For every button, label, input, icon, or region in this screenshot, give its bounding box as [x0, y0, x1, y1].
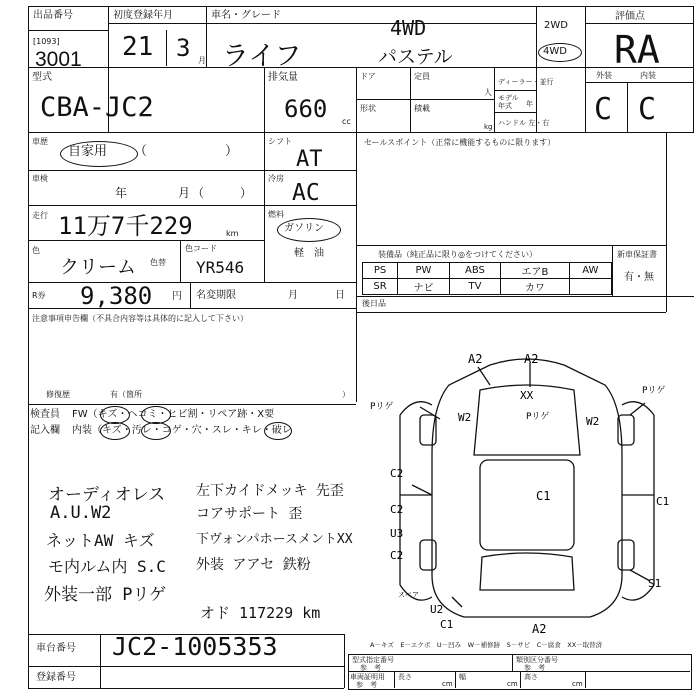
- cm-unit-1: cm: [442, 680, 453, 688]
- height-label: 高さ: [524, 673, 538, 681]
- drive-handwritten: 4WD: [390, 16, 427, 40]
- mark-c1-right: C1: [656, 495, 670, 508]
- note-line-right: 下ヴォンパホースメントXX: [196, 532, 353, 547]
- yen-unit: 円: [172, 291, 182, 302]
- model-value: CBA-JC2: [40, 92, 154, 123]
- dealer-label: ディーラー・並行: [498, 78, 554, 86]
- note-line: 外装一部 Pリゲ: [44, 585, 167, 605]
- mileage-label: 走行: [32, 211, 48, 220]
- exterior-score: C: [594, 92, 613, 127]
- length-label: 長さ: [398, 673, 412, 681]
- back-seat-label: 後日品: [362, 299, 386, 308]
- aircon-value: AC: [292, 180, 320, 206]
- shape-label: 形状: [360, 104, 376, 113]
- equip-pw: PW: [398, 263, 450, 279]
- equip-ps: PS: [363, 263, 398, 279]
- color-value: クリーム: [60, 256, 137, 278]
- inspection-year: 年: [115, 186, 128, 200]
- mark-p-rige-center: Pリゲ: [526, 412, 550, 422]
- odometer-note: オド 117229 km: [200, 604, 321, 622]
- mark-a2-bottom: A2: [532, 622, 547, 635]
- reg-cert-label: 車両証明用: [350, 673, 385, 681]
- mark-w2-left: W2: [458, 411, 472, 424]
- inspector-label-1: 検査員: [30, 409, 60, 420]
- equip-abs: ABS: [449, 263, 500, 279]
- mark-c2-c: C2: [390, 549, 404, 562]
- mark-a2-top-left: A2: [468, 352, 483, 366]
- equip-aw: AW: [569, 263, 611, 279]
- mark-s1: S1: [648, 577, 662, 590]
- mark-c1-center: C1: [536, 489, 551, 503]
- mark-a2-top-right: A2: [524, 352, 539, 366]
- color-code: YR546: [196, 258, 245, 277]
- note-line: ネットAW キズ: [46, 531, 155, 550]
- fuel-label: 燃料: [268, 210, 284, 219]
- displacement-value: 660: [284, 95, 328, 123]
- mark-xx: XX: [520, 389, 534, 402]
- chassis-value: JC2-1005353: [112, 632, 278, 661]
- name-change-label: 名変期限: [196, 290, 236, 301]
- cm-unit-2: cm: [507, 680, 518, 688]
- interior-row: 内装（キズ・汚レ・コゲ・穴・スレ・キレ・破レ: [72, 425, 292, 436]
- lot-label: 出品番号: [33, 10, 73, 21]
- history-paren: （ ）: [134, 144, 239, 159]
- r-ticket-label: R券: [32, 291, 46, 300]
- year-unit: 年: [526, 100, 533, 108]
- warranty-label: 新車保証書: [617, 250, 657, 259]
- ref-label-2: 参 考: [524, 664, 545, 672]
- width-label: 幅: [459, 673, 466, 681]
- note-line: モ内ルム内 S.C: [48, 557, 166, 576]
- score-value: RA: [614, 28, 660, 72]
- car-name-label: 車名・グレード: [211, 10, 281, 21]
- equip-sr: SR: [363, 279, 398, 295]
- equip-airbag: エアB: [501, 263, 570, 279]
- shift-value: AT: [296, 147, 323, 172]
- chassis-label: 車台番号: [36, 643, 76, 654]
- aircon-label: 冷房: [268, 174, 284, 183]
- car-damage-diagram: [360, 345, 694, 635]
- interior-label: 内装: [640, 71, 656, 80]
- history-value: 自家用: [68, 144, 108, 159]
- r-ticket-value: 9,380: [80, 282, 153, 310]
- sales-point-label: セールスポイント（正常に機能するものに限ります）: [364, 138, 556, 147]
- equip-navi: ナビ: [398, 279, 450, 295]
- mark-c2-a: C2: [390, 467, 404, 480]
- equip-leather: カワ: [501, 279, 570, 295]
- exterior-label: 外装: [596, 71, 612, 80]
- damage-legend: A－キズ E－エクボ U－凹み W－補修跡 S－サビ C－腐食 XX－取替済: [370, 641, 603, 649]
- note-line: オーディオレス: [48, 485, 166, 505]
- fuel-gasoline: ガソリン: [284, 223, 324, 234]
- capacity-label: 定員: [414, 72, 430, 81]
- repair-value: 有（箇所: [110, 390, 142, 399]
- note-line: A.U.W2: [50, 503, 112, 523]
- warranty-value: 有・無: [624, 272, 654, 283]
- registration-label: 登録番号: [36, 672, 76, 683]
- reg-month: 3: [176, 34, 191, 62]
- displacement-label: 排気量: [268, 72, 298, 83]
- kg-unit: kg: [484, 123, 493, 131]
- mileage-unit: km: [226, 229, 239, 238]
- lot-code: [1093]: [33, 37, 60, 46]
- model-label: 型式: [32, 72, 52, 83]
- load-label: 積載: [414, 104, 430, 113]
- car-name: ライフ: [222, 41, 302, 72]
- person-unit: 人: [484, 88, 492, 97]
- handle-label: ハンドル 左・右: [498, 119, 550, 127]
- mark-p-rige-left: Pリゲ: [370, 402, 394, 412]
- mark-p-rige-right: Pリゲ: [642, 386, 666, 396]
- fuel-light-oil: 軽 油: [294, 248, 324, 259]
- fw-row: FW（キズ・ヘコミ・ヒビ割・リペア跡・X要: [72, 409, 275, 420]
- note-line-right: 左下カイドメッキ 先歪: [196, 483, 344, 499]
- cm-unit-3: cm: [572, 680, 583, 688]
- reg-year: 21: [122, 32, 154, 62]
- equipment-table: [362, 262, 612, 295]
- notes-label: 注意事項申告欄（不具合内容等は具体的に記入して下さい）: [32, 314, 248, 323]
- mark-spare: スペア: [398, 591, 419, 599]
- shift-label: シフト: [268, 137, 292, 146]
- color-code-label: 色コード: [185, 244, 217, 253]
- history-label: 車歴: [32, 137, 48, 146]
- equip-blank: [569, 279, 611, 295]
- name-change-day: 日: [335, 290, 345, 301]
- 2wd-label: 2WD: [544, 20, 568, 31]
- inspector-label-2: 記入欄: [30, 425, 60, 436]
- mileage-value: 11万7千229: [58, 212, 193, 240]
- 4wd-label: 4WD: [543, 46, 567, 57]
- model-year-label: モデル: [498, 94, 519, 102]
- note-line-right: コアサポート 歪: [196, 506, 303, 522]
- equip-tv: TV: [449, 279, 500, 295]
- inspection-month: 月: [178, 186, 191, 200]
- grade: パステル: [378, 46, 453, 68]
- interior-score: C: [638, 92, 657, 127]
- lot-number: 3001: [35, 48, 82, 71]
- note-line-right: 外装 アアセ 鉄粉: [196, 557, 311, 573]
- mark-c1-bottom: C1: [440, 618, 454, 631]
- inspection-label: 車検: [32, 174, 48, 183]
- ref-label-1: 参 考: [360, 664, 381, 672]
- score-label: 評価点: [615, 11, 645, 22]
- repair-close: ）: [342, 390, 350, 399]
- mark-c2-b: C2: [390, 503, 404, 516]
- reg-month-unit: 月: [198, 56, 206, 65]
- doors-label: ドア: [360, 72, 376, 81]
- category-label: 類別区分番号: [516, 656, 558, 664]
- color-label: 色: [32, 246, 40, 255]
- color-change-label: 色替: [150, 258, 166, 267]
- inspection-paren: （ ）: [192, 186, 253, 200]
- first-reg-label: 初度登録年月: [113, 10, 173, 21]
- mark-w2-right: W2: [586, 415, 600, 428]
- repair-label: 修復歴: [46, 390, 70, 399]
- mark-u3: U3: [390, 527, 404, 540]
- cc-unit: cc: [342, 117, 351, 126]
- model-year-label2: 年式: [498, 102, 512, 110]
- ref-label-3: 参 考: [356, 681, 377, 689]
- type-cert-label: 型式指定番号: [352, 656, 394, 664]
- name-change-month: 月: [288, 290, 298, 301]
- equipment-label: 装備品（純正品に限り◎をつけてください）: [378, 250, 537, 259]
- mark-u2: U2: [430, 603, 444, 616]
